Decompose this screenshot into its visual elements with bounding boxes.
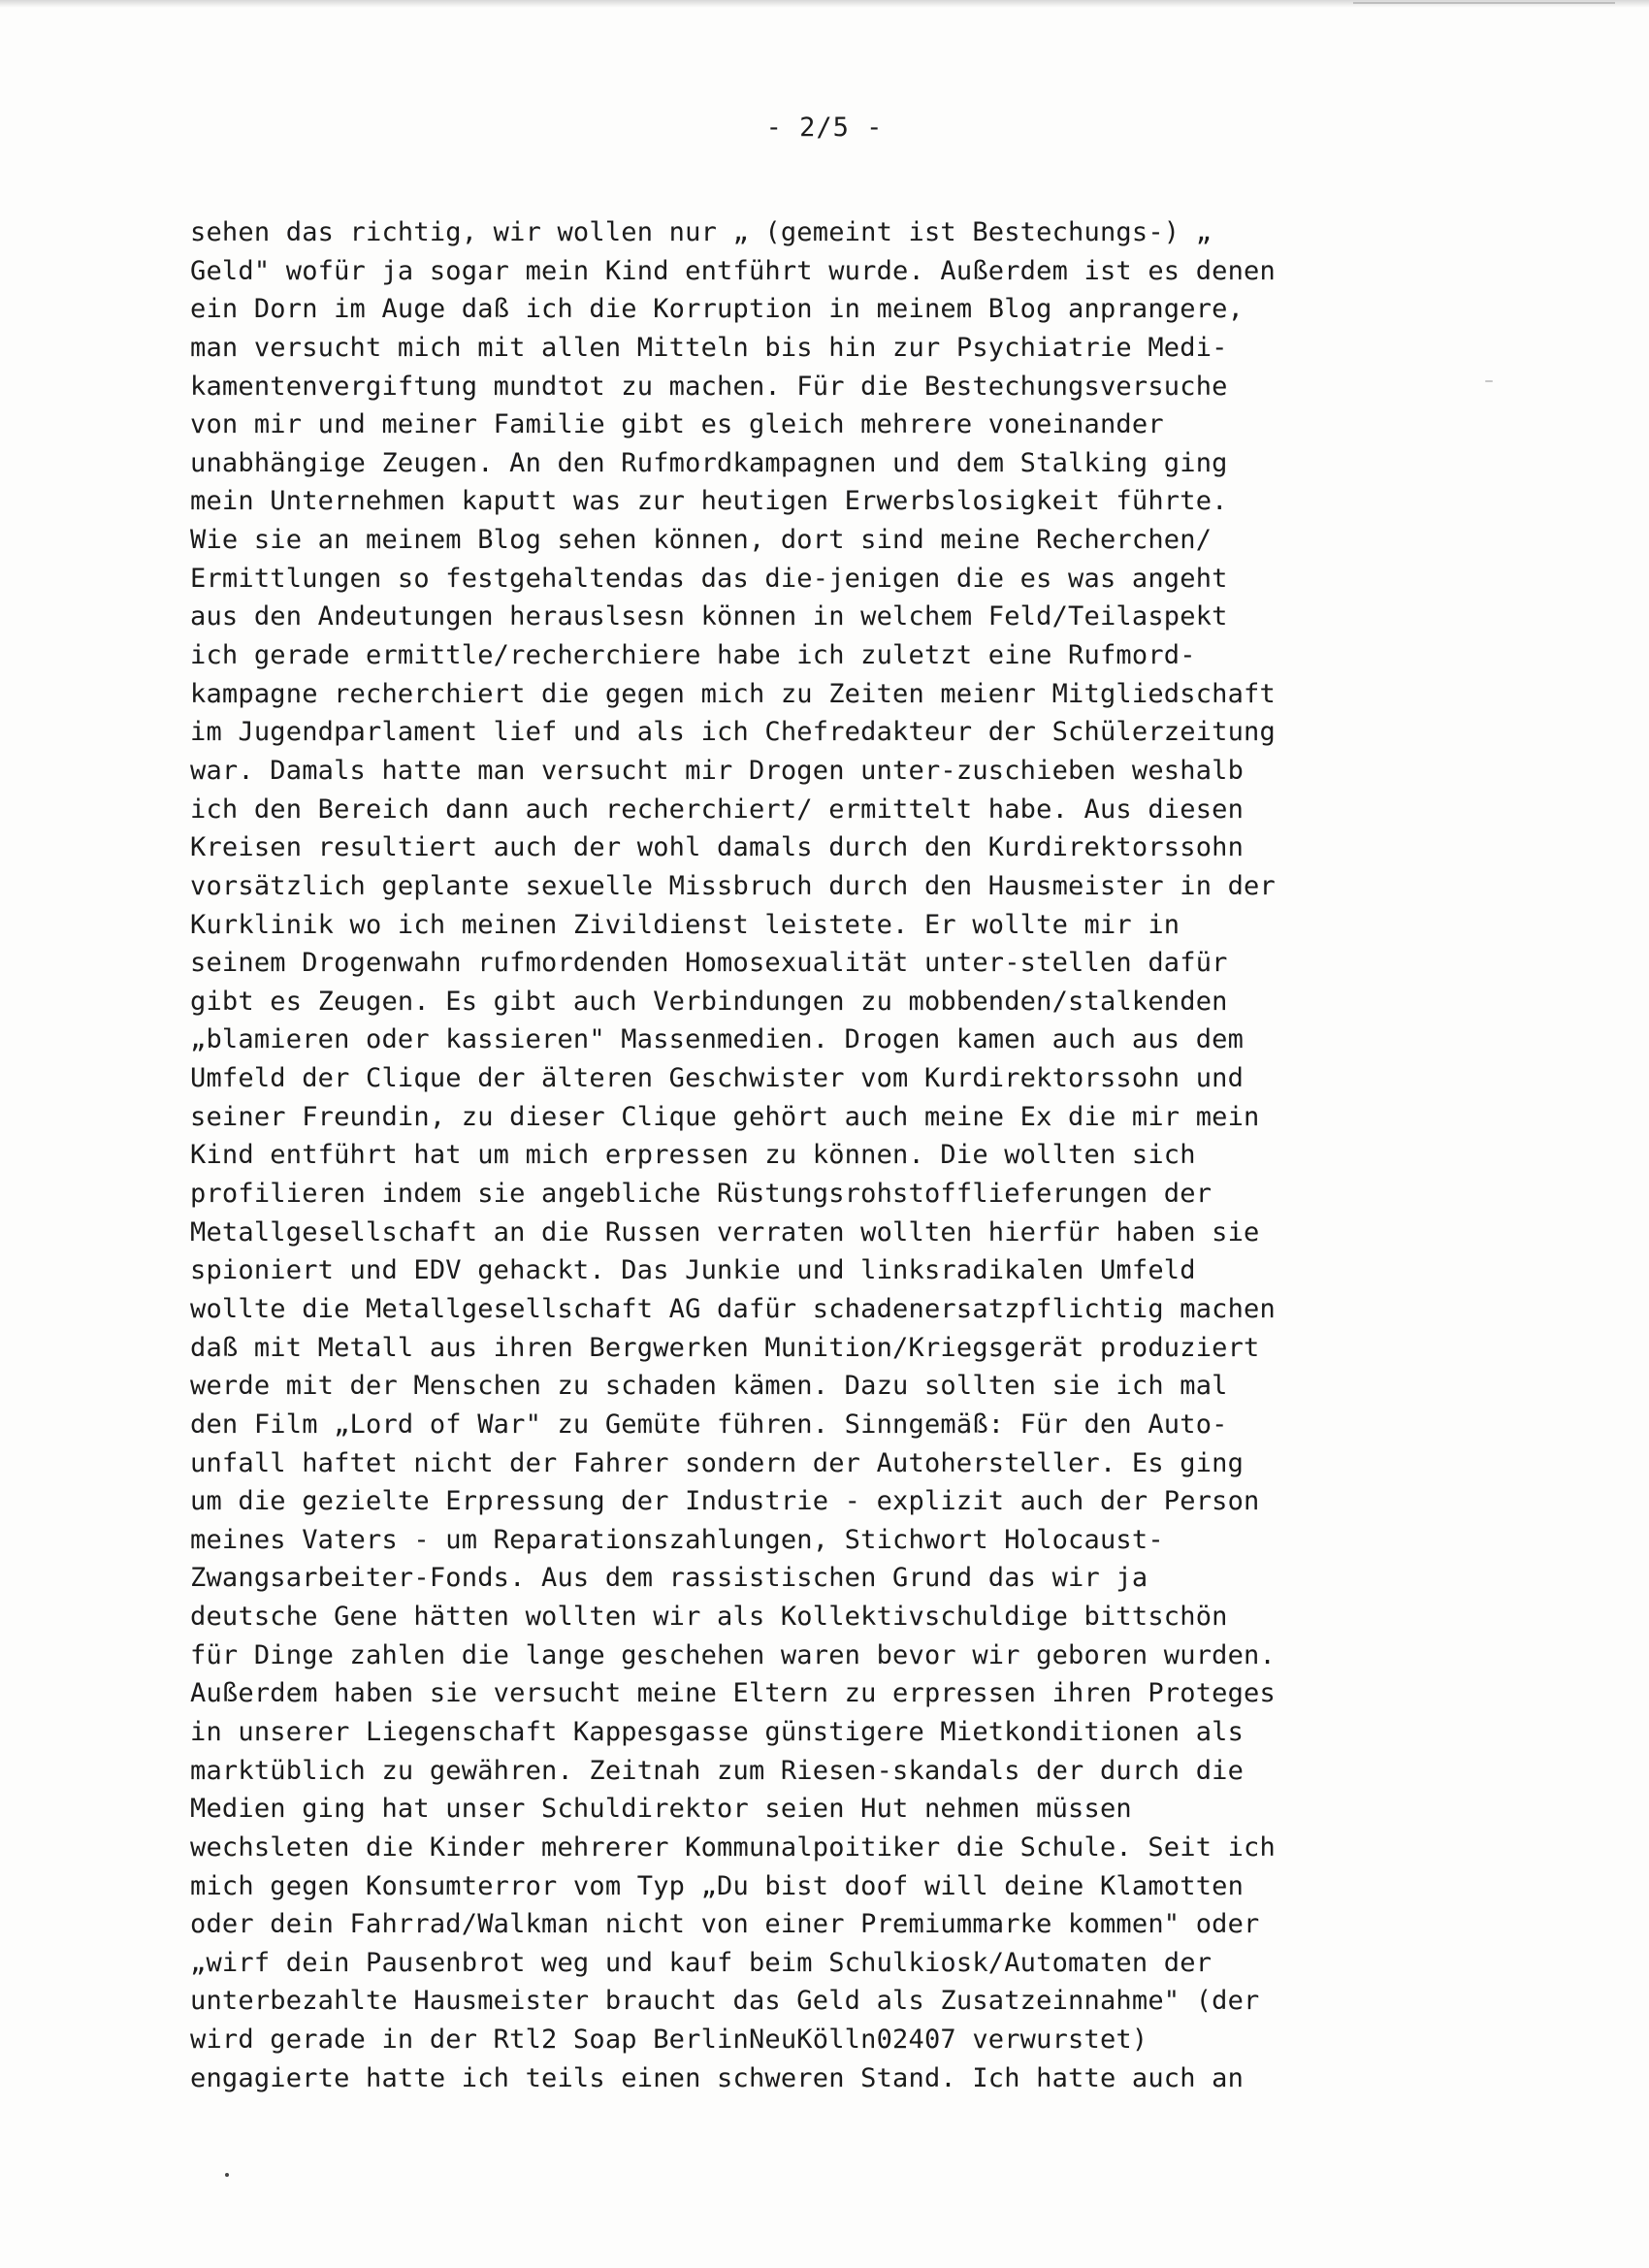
text-line: gibt es Zeugen. Es gibt auch Verbindungen zu mobbenden/stalkenden (190, 986, 1228, 1017)
text-line: Kurklinik wo ich meinen Zivildienst leistete. Er wollte mir in (190, 909, 1180, 940)
text-line: ein Dorn im Auge daß ich die Korruption in meinem Blog anprangere, (190, 294, 1245, 325)
text-line: Metallgesellschaft an die Russen verraten wollten hierfür haben sie (190, 1216, 1260, 1247)
text-line: in unserer Liegenschaft Kappesgasse günstigere Mietkonditionen als (190, 1716, 1245, 1747)
text-line: im Jugendparlament lief und als ich Chefredakteur der Schülerzeitung (190, 717, 1276, 748)
text-line: Medien ging hat unser Schuldirektor seien Hut nehmen müssen (190, 1794, 1132, 1825)
text-line: wollte die Metallgesellschaft AG dafür schadenersatzpflichtig machen (190, 1293, 1276, 1324)
text-line: aus den Andeutungen herauslsesn können in welchem Feld/Teilaspekt (190, 601, 1228, 632)
text-line: unterbezahlte Hausmeister braucht das Geld als Zusatzeinnahme" (der (190, 1986, 1260, 2017)
scan-edge-mark (1353, 2, 1615, 4)
scan-speck (1485, 380, 1493, 382)
text-line: wird gerade in der Rtl2 Soap BerlinNeuKölln02407 verwurstet) (190, 2025, 1148, 2056)
text-line: wechsleten die Kinder mehrerer Kommunalpoitiker die Schule. Seit ich (190, 1831, 1276, 1863)
text-line: vorsätzlich geplante sexuelle Missbruch durch den Hausmeister in der (190, 870, 1276, 901)
text-line: Umfeld der Clique der älteren Geschwister vom Kurdirektorssohn und (190, 1063, 1245, 1094)
text-line: deutsche Gene hätten wollten wir als Kollektivschuldige bittschön (190, 1602, 1228, 1633)
text-line: „blamieren oder kassieren" Massenmedien. Drogen kamen auch aus dem (190, 1024, 1245, 1055)
body-text (190, 213, 1441, 2097)
text-line: um die gezielte Erpressung der Industrie - explizit auch der Person (190, 1486, 1260, 1517)
text-line: war. Damals hatte man versucht mir Drogen unter-zuschieben weshalb (190, 755, 1245, 786)
text-line: kamentenvergiftung mundtot zu machen. Für die Bestechungsversuche (190, 371, 1228, 402)
text-line: den Film „Lord of War" zu Gemüte führen. Sinngemäß: Für den Auto- (190, 1409, 1228, 1440)
text-line: seiner Freundin, zu dieser Clique gehört auch meine Ex die mir mein (190, 1101, 1260, 1132)
text-line: seinem Drogenwahn rufmordenden Homosexualität unter-stellen dafür (190, 948, 1228, 979)
text-line: Kind entführt hat um mich erpressen zu können. Die wollten sich (190, 1140, 1196, 1171)
page-number: - 2/5 - (765, 113, 884, 143)
text-line: mein Unternehmen kaputt was zur heutigen Erwerbslosigkeit führte. (190, 486, 1228, 517)
text-line: von mir und meiner Familie gibt es gleich mehrere voneinander (190, 409, 1164, 440)
text-line: Geld" wofür ja sogar mein Kind entführt wurde. Außerdem ist es denen (190, 255, 1276, 286)
text-line: mich gegen Konsumterror vom Typ „Du bist doof will deine Klamotten (190, 1870, 1245, 1901)
text-line: spioniert und EDV gehackt. Das Junkie und linksradikalen Umfeld (190, 1255, 1196, 1286)
text-line: werde mit der Menschen zu schaden kämen. Dazu sollten sie ich mal (190, 1371, 1228, 1402)
scan-speck (225, 2173, 229, 2177)
text-line: Kreisen resultiert auch der wohl damals durch den Kurdirektorssohn (190, 832, 1245, 863)
text-line: unabhängige Zeugen. An den Rufmordkampagnen und dem Stalking ging (190, 447, 1228, 478)
text-line: Wie sie an meinem Blog sehen können, dort sind meine Recherchen/ (190, 525, 1212, 556)
text-line: Außerdem haben sie versucht meine Eltern zu erpressen ihren Proteges (190, 1678, 1276, 1709)
text-line: für Dinge zahlen die lange geschehen waren bevor wir geboren wurden. (190, 1639, 1276, 1670)
text-line: Zwangsarbeiter-Fonds. Aus dem rassistischen Grund das wir ja (190, 1563, 1148, 1594)
text-line: „wirf dein Pausenbrot weg und kauf beim Schulkiosk/Automaten der (190, 1947, 1212, 1978)
text-line: kampagne recherchiert die gegen mich zu Zeiten meienr Mitgliedschaft (190, 678, 1276, 709)
text-line: sehen das richtig, wir wollen nur „ (gemeint ist Bestechungs-) „ (190, 217, 1212, 247)
text-line: Ermittlungen so festgehaltendas das die-jenigen die es was angeht (190, 563, 1228, 594)
text-line: ich den Bereich dann auch recherchiert/ ermittelt habe. Aus diesen (190, 794, 1245, 825)
text-line: marktüblich zu gewähren. Zeitnah zum Riesen-skandals der durch die (190, 1755, 1245, 1786)
text-line: man versucht mich mit allen Mitteln bis hin zur Psychiatrie Medi- (190, 332, 1228, 363)
text-line: engagierte hatte ich teils einen schweren Stand. Ich hatte auch an (190, 2062, 1245, 2093)
text-line: daß mit Metall aus ihren Bergwerken Munition/Kriegsgerät produziert (190, 1332, 1260, 1363)
text-line: meines Vaters - um Reparationszahlungen, Stichwort Holocaust- (190, 1524, 1164, 1555)
text-line: oder dein Fahrrad/Walkman nicht von einer Premiummarke kommen" oder (190, 1909, 1260, 1940)
text-line: unfall haftet nicht der Fahrer sondern der Autohersteller. Es ging (190, 1447, 1245, 1478)
text-line: profilieren indem sie angebliche Rüstungsrohstofflieferungen der (190, 1179, 1212, 1210)
text-line: ich gerade ermittle/recherchiere habe ich zuletzt eine Rufmord- (190, 640, 1196, 671)
